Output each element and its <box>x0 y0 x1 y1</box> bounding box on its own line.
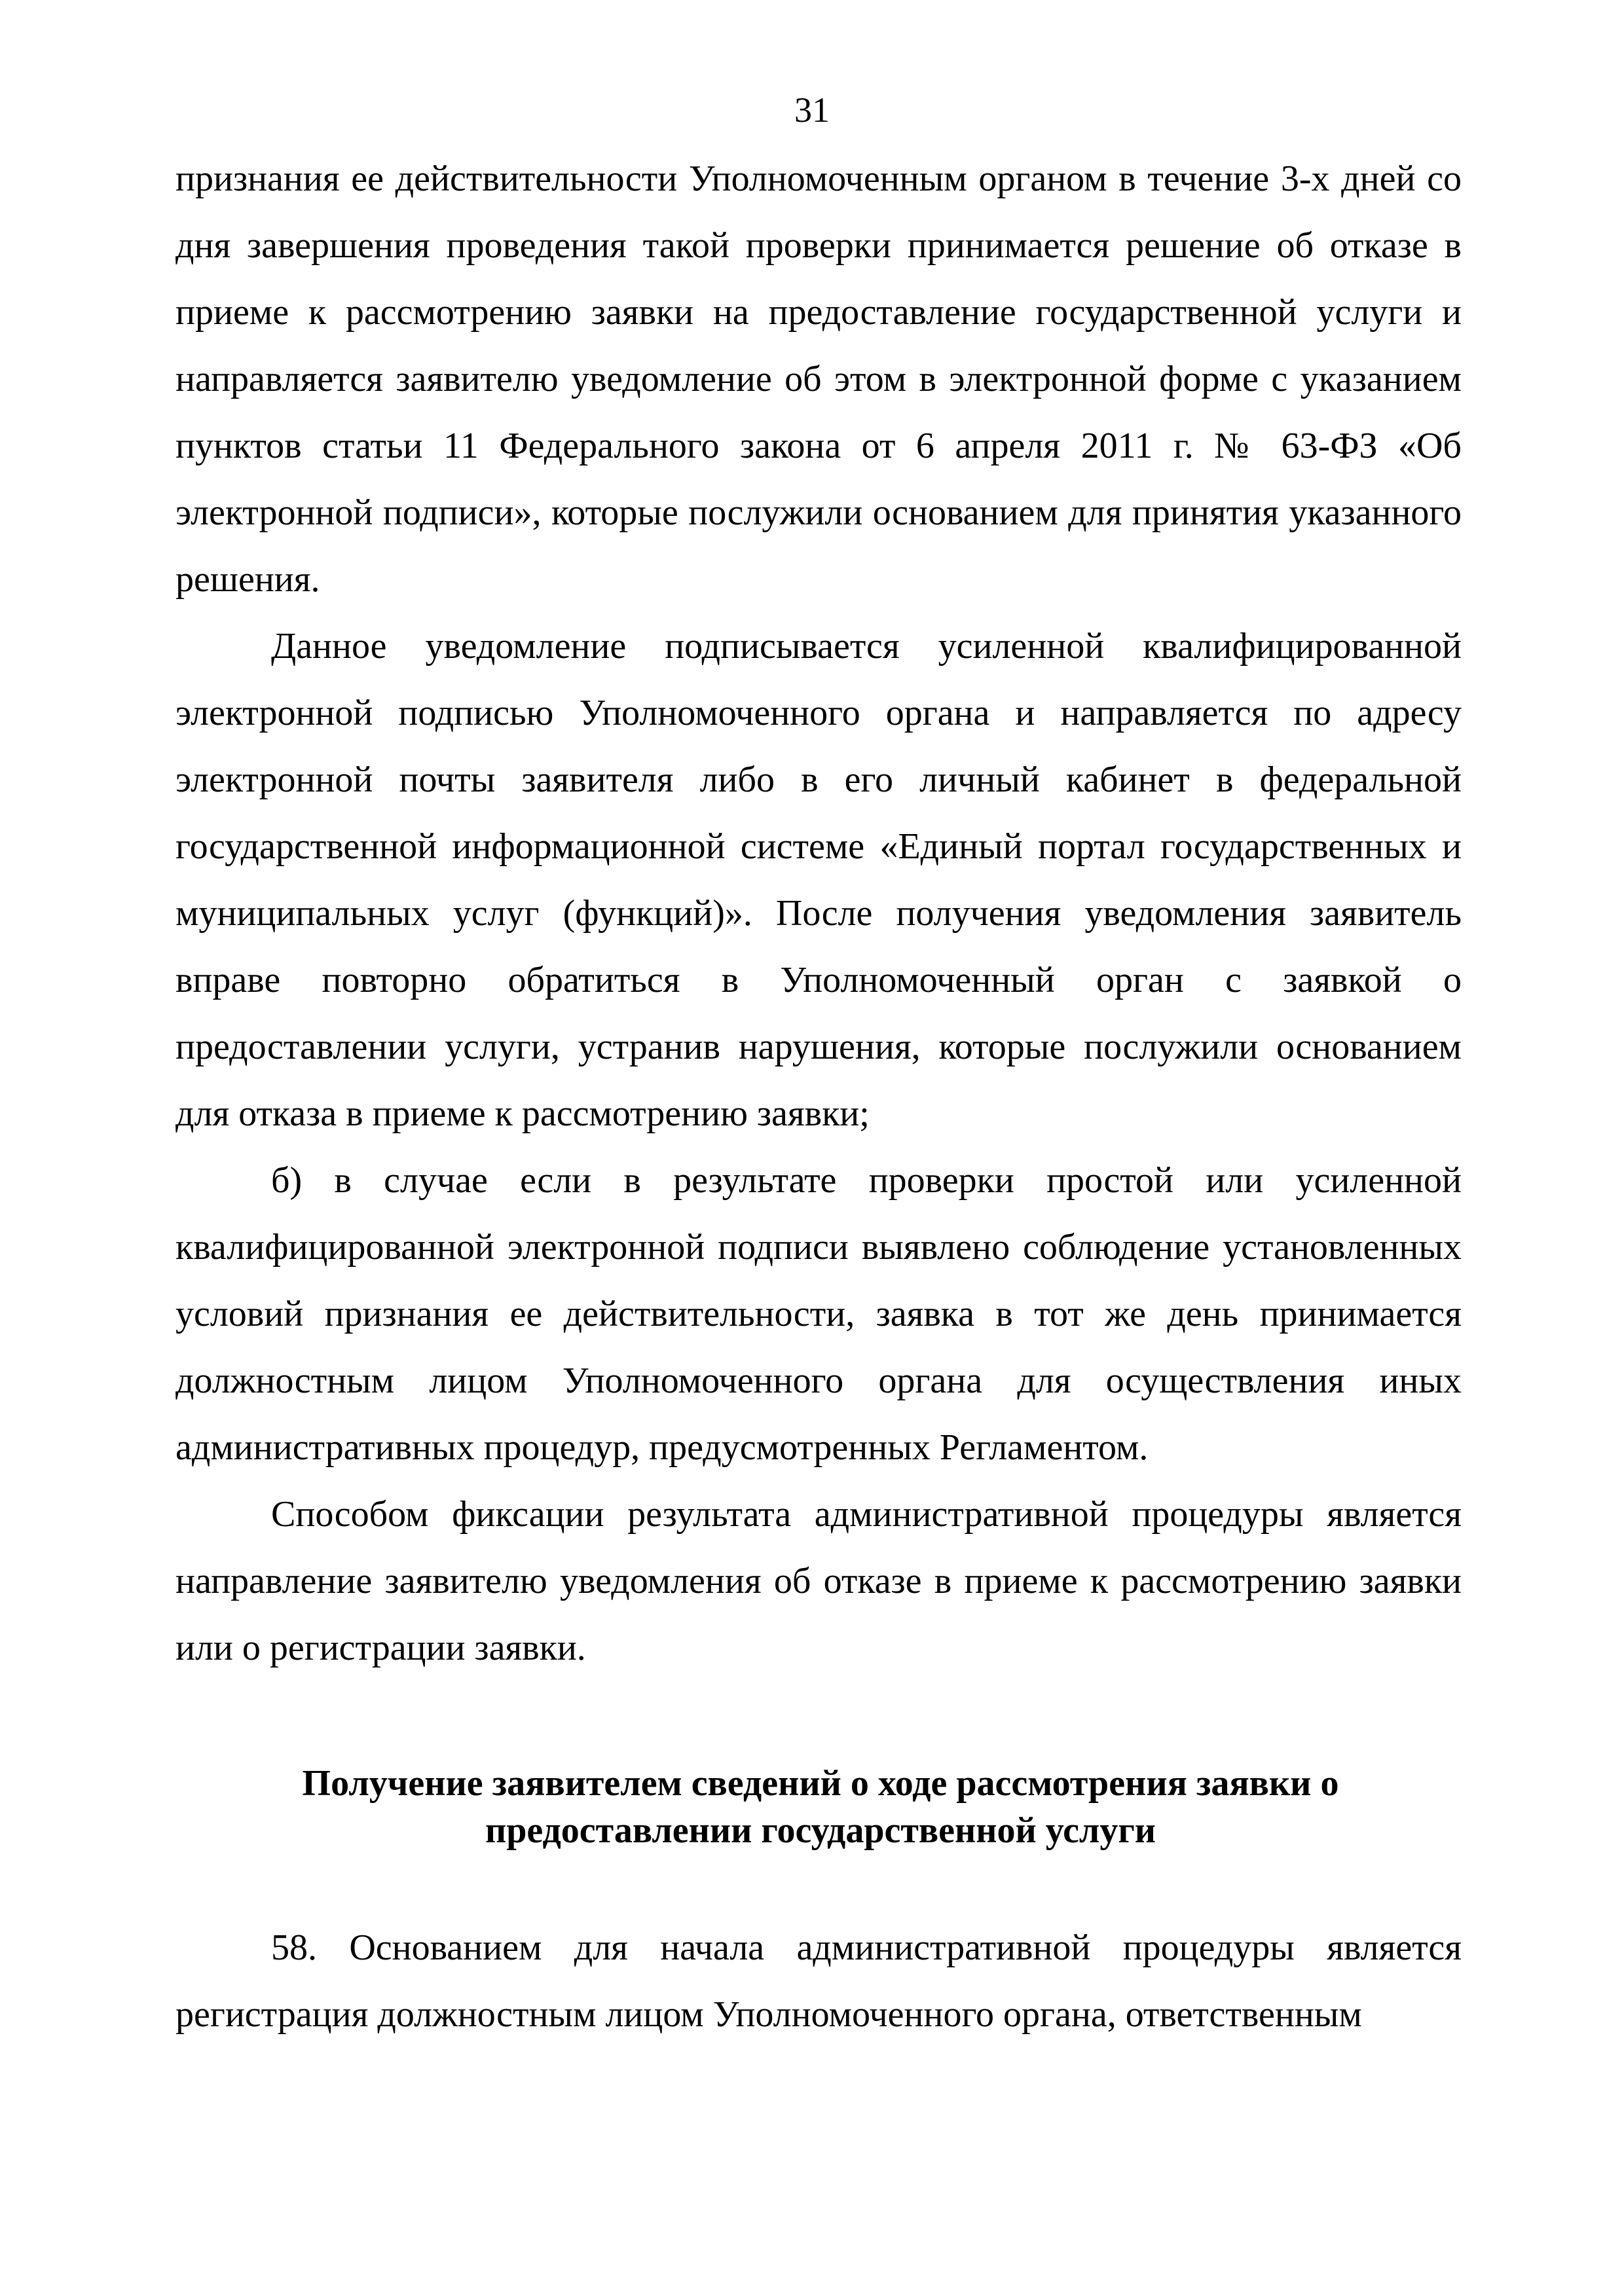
document-body <box>175 145 1462 2048</box>
paragraph-notification: Данное уведомление подписывается усиленной квалифицированной электронной подписью Уполномоченного органа и направляется по адресу электронной почты заявителя либо в его личный кабинет в федеральной государственной информационной системе «Единый портал государственных и муниципальных услуг (функций)». После получения уведомления заявитель вправе повторно обратиться в Уполномоченный орган с заявкой о предоставлении услуги, устранив нарушения, которые послужили основанием для отказа в приеме к рассмотрению заявки; <box>175 626 1462 1134</box>
paragraph-58: 58. Основанием для начала административной процедуры является регистрация должностным лицом Уполномоченного органа, ответственным <box>175 1927 1462 2035</box>
section-heading-line-1: Получение заявителем сведений о ходе рассмотрения заявки о <box>302 1763 1339 1804</box>
section-heading <box>175 1760 1462 1854</box>
paragraph-continuation: признания ее действительности Уполномоченным органом в течение 3-х дней со дня завершения проведения такой проверки принимается решение об отказе в приеме к рассмотрению заявки на предоставление государственной услуги и направляется заявителю уведомление об этом в электронной форме с указанием пунктов статьи 11 Федерального закона от 6 апреля 2011 г. № 63-ФЗ «Об электронной подписи», которые послужили основанием для принятия указанного решения. <box>175 158 1462 600</box>
section-heading-line-2: предоставлении государственной услуги <box>485 1810 1156 1851</box>
page-number: 31 <box>794 90 830 130</box>
heading-spacer <box>175 1854 1462 1914</box>
paragraph-fixation: Способом фиксации результата административной процедуры является направление заявителю уведомления об отказе в приеме к рассмотрению заявки или о регистрации заявки. <box>175 1494 1462 1668</box>
paragraph-item-b: б) в случае если в результате проверки простой или усиленной квалифицированной электронной подписи выявлено соблюдение установленных условий признания ее действительности, заявка в тот же день принимается должностным лицом Уполномоченного органа для осуществления иных административных процедур, предусмотренных Регламентом. <box>175 1160 1462 1468</box>
